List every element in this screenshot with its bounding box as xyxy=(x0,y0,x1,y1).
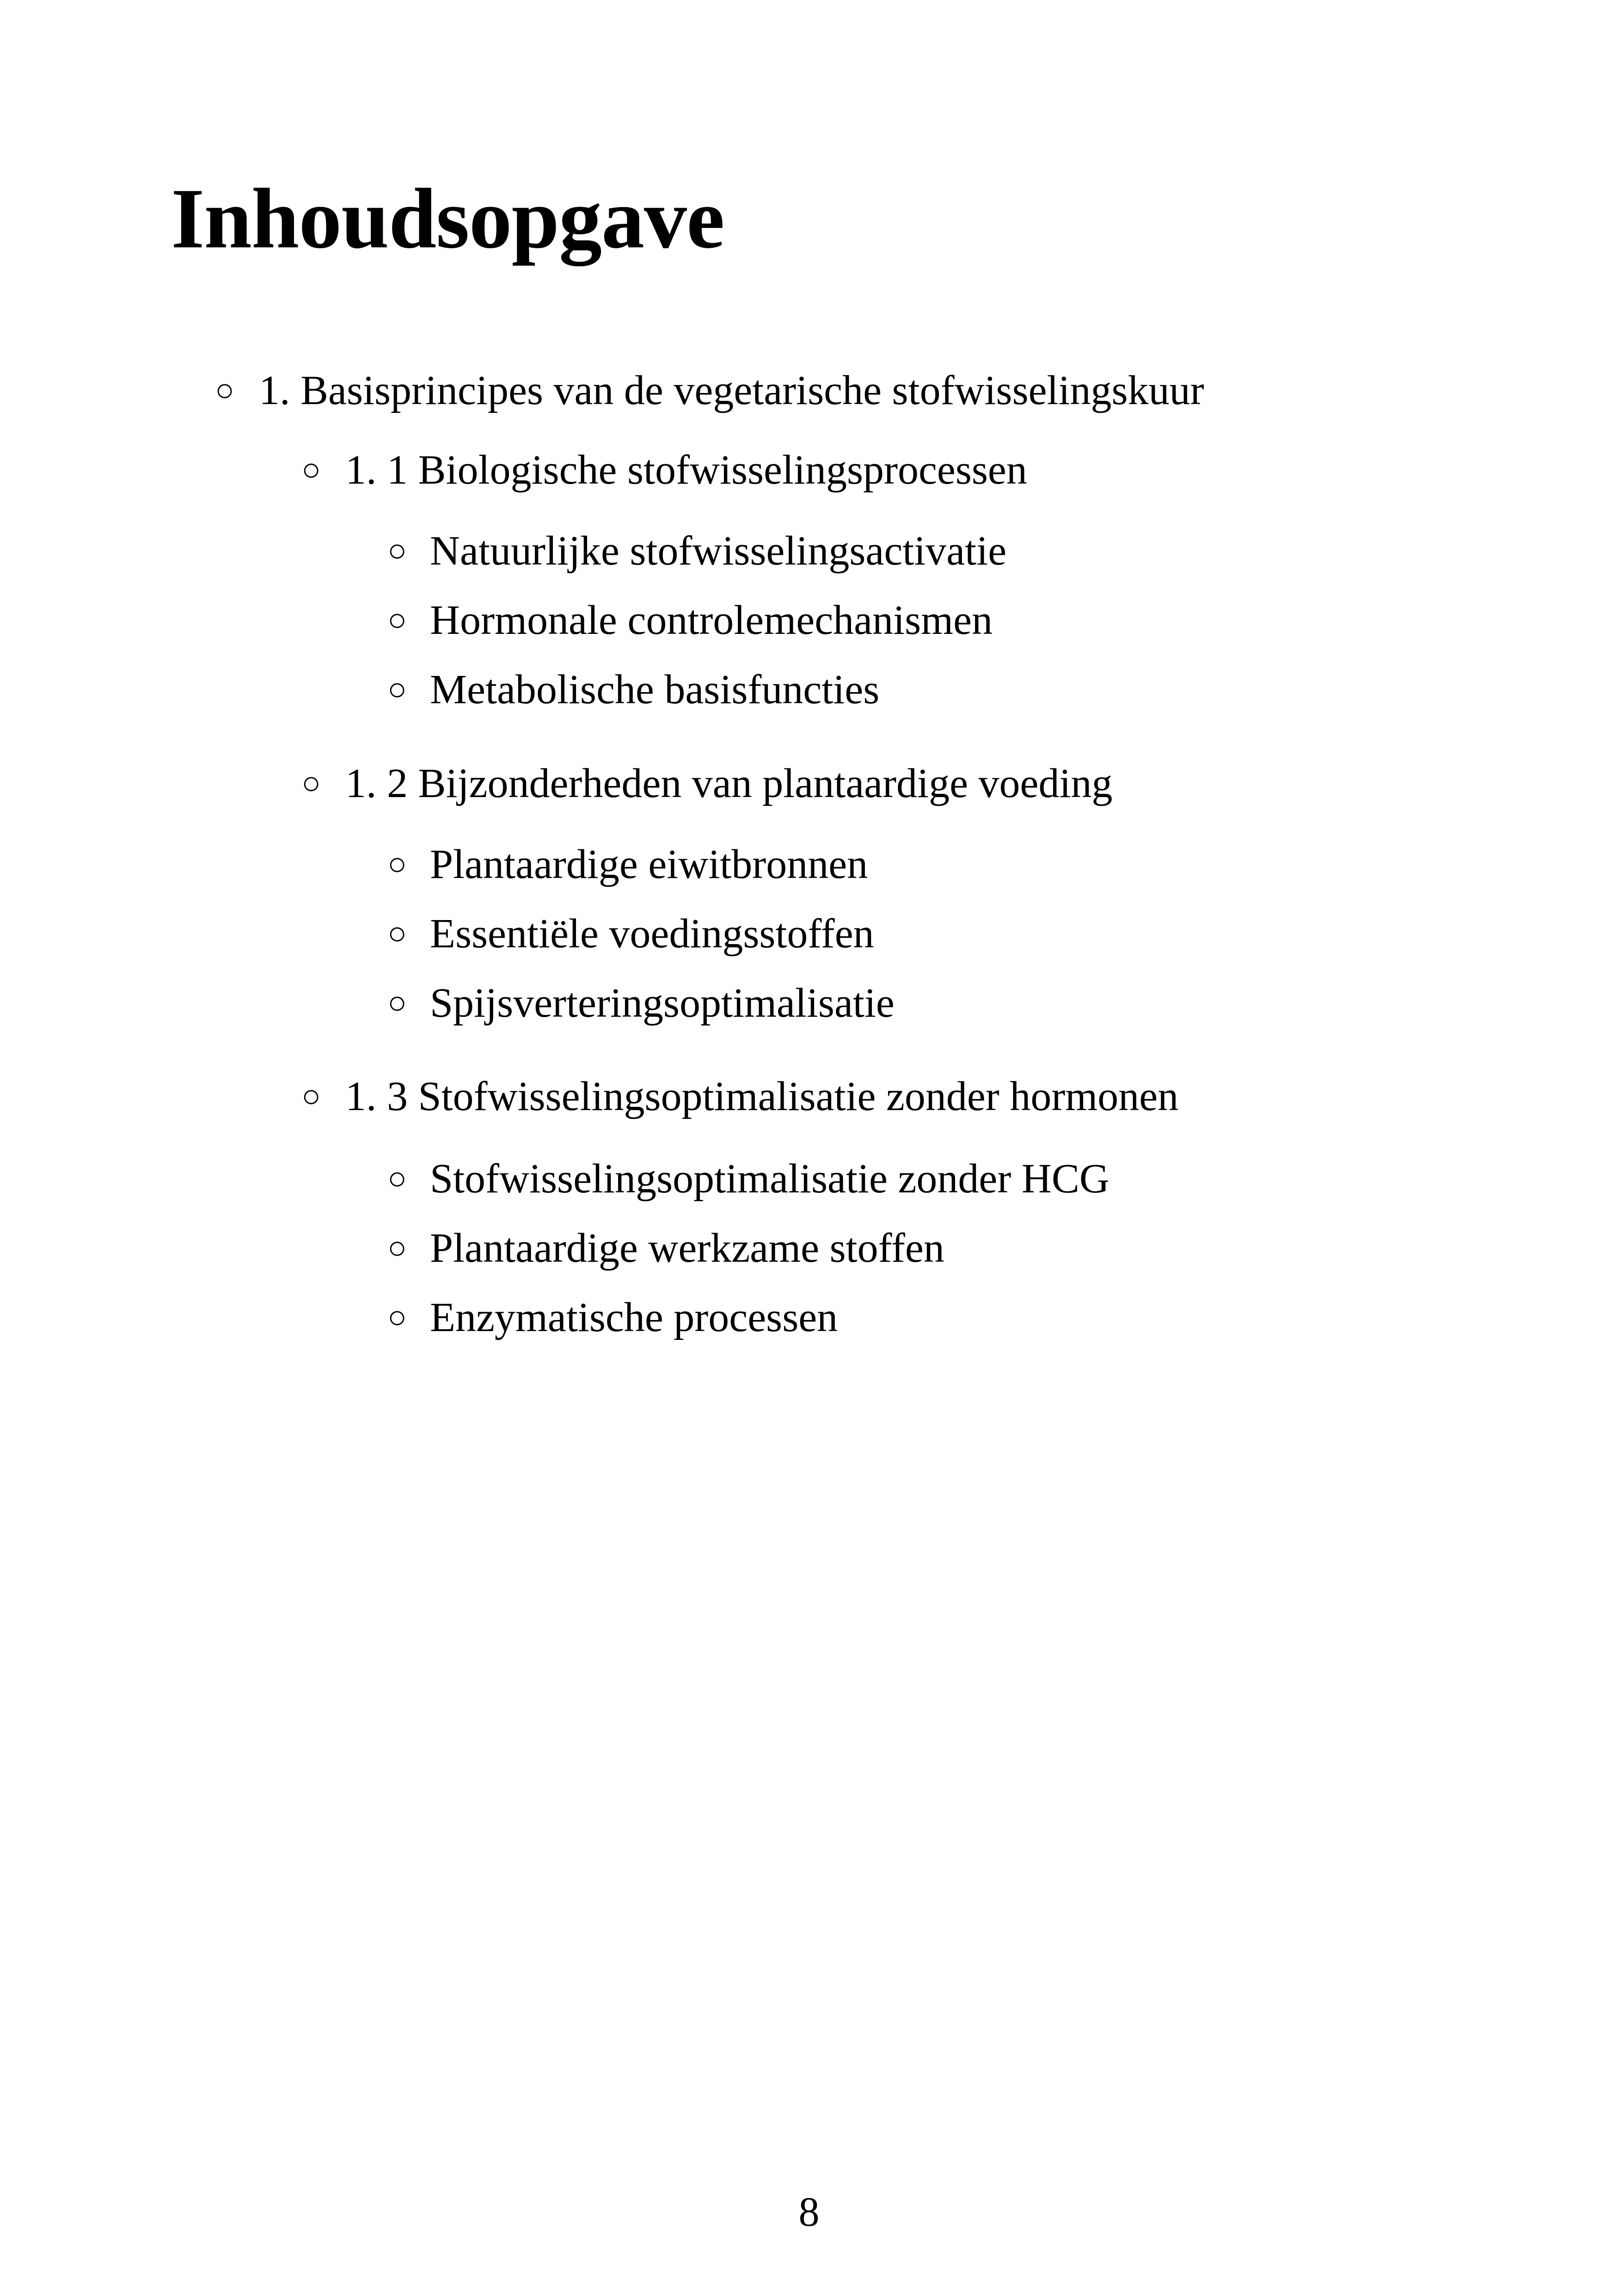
toc-item[interactable] xyxy=(387,841,868,887)
toc-section-1-1[interactable] xyxy=(301,449,1027,491)
toc-item[interactable] xyxy=(387,669,879,711)
toc-item-label: Plantaardige werkzame stoffen xyxy=(430,1225,944,1271)
circle-bullet-icon: ○ xyxy=(387,916,407,952)
toc-item-label: Stofwisselingsoptimalisatie zonder HCG xyxy=(430,1156,1109,1202)
circle-bullet-icon: ○ xyxy=(387,672,407,707)
toc-section-label: 1. 3 Stofwisselingsoptimalisatie zonder hormonen xyxy=(345,1074,1179,1119)
toc-item[interactable] xyxy=(387,982,895,1024)
toc-item[interactable] xyxy=(387,913,874,955)
toc-item-label: Plantaardige eiwitbronnen xyxy=(430,841,868,887)
toc-item[interactable] xyxy=(387,530,1006,572)
toc-chapter-1[interactable] xyxy=(215,370,1204,411)
circle-bullet-icon: ○ xyxy=(387,602,407,638)
circle-bullet-icon: ○ xyxy=(387,847,407,882)
toc-item-label: Hormonale controlemechanismen xyxy=(430,597,993,643)
toc-item-label: Metabolische basisfuncties xyxy=(430,667,880,712)
toc-item[interactable] xyxy=(387,1158,1109,1200)
page-number: 8 xyxy=(798,2189,820,2235)
circle-bullet-icon: ○ xyxy=(301,1079,321,1114)
circle-bullet-icon: ○ xyxy=(215,373,235,408)
toc-section-label: 1. 1 Biologische stofwisselingsprocessen xyxy=(345,447,1027,493)
circle-bullet-icon: ○ xyxy=(387,985,407,1021)
toc-item-label: Spijsverteringsoptimalisatie xyxy=(430,980,895,1026)
toc-item[interactable] xyxy=(387,1297,838,1338)
toc-section-1-3[interactable] xyxy=(301,1076,1178,1117)
toc-item-label: Essentiële voedingsstoffen xyxy=(430,911,874,957)
toc-item[interactable] xyxy=(387,597,993,643)
toc-item-label: Natuurlijke stofwisselingsactivatie xyxy=(430,528,1007,574)
circle-bullet-icon: ○ xyxy=(301,452,321,488)
circle-bullet-icon: ○ xyxy=(387,1300,407,1335)
toc-section-1-2[interactable] xyxy=(301,763,1112,804)
circle-bullet-icon: ○ xyxy=(387,1230,407,1266)
circle-bullet-icon: ○ xyxy=(387,533,407,569)
circle-bullet-icon: ○ xyxy=(301,766,321,801)
toc-item[interactable] xyxy=(387,1225,944,1271)
circle-bullet-icon: ○ xyxy=(387,1161,407,1197)
toc-chapter-label: 1. Basisprincipes van de vegetarische stofwisselingskuur xyxy=(259,368,1204,413)
toc-item-label: Enzymatische processen xyxy=(430,1295,838,1340)
page-title: Inhoudsopgave xyxy=(171,171,724,266)
toc-section-label: 1. 2 Bijzonderheden van plantaardige voeding xyxy=(345,761,1113,806)
